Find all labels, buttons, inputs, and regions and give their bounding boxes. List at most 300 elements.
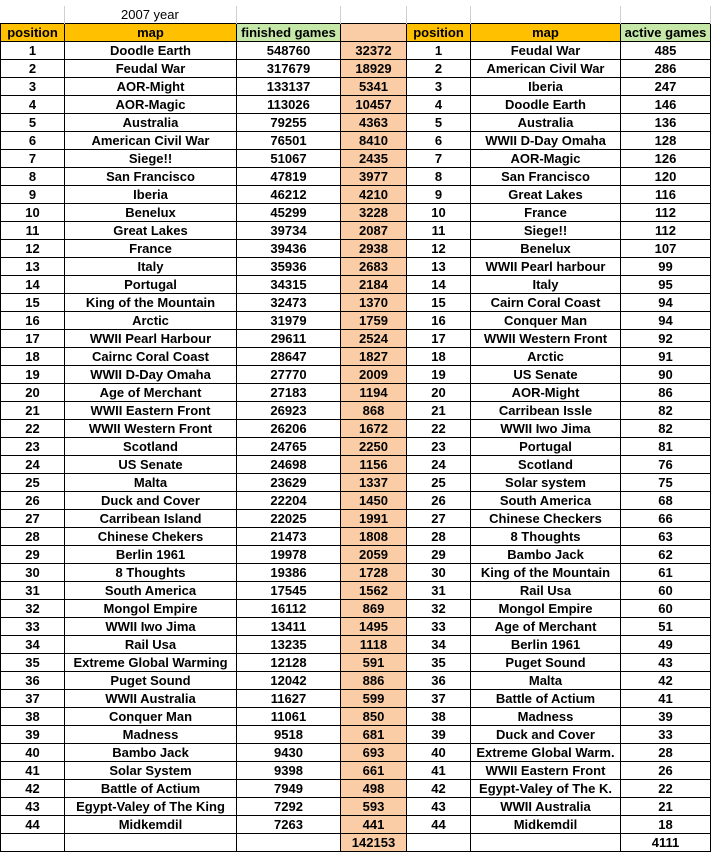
- finished-games-cell: 29611: [237, 330, 341, 348]
- position-cell: 27: [1, 510, 65, 528]
- map-name-cell-right: Duck and Cover: [471, 726, 621, 744]
- header-finished-games: finished games: [237, 24, 341, 42]
- position-cell-right: 1: [407, 42, 471, 60]
- active-games-cell: 49: [621, 636, 711, 654]
- active-games-cell: 286: [621, 60, 711, 78]
- table-row: [1, 600, 711, 618]
- position-cell: 42: [1, 780, 65, 798]
- position-cell-right: 6: [407, 132, 471, 150]
- map-name-cell: Midkemdil: [65, 816, 237, 834]
- finished-games-cell: 7949: [237, 780, 341, 798]
- active-games-cell: 82: [621, 420, 711, 438]
- position-cell-right: 14: [407, 276, 471, 294]
- position-cell: 1: [1, 42, 65, 60]
- empty-cell: [237, 6, 341, 24]
- finished-games-cell: 26206: [237, 420, 341, 438]
- active-games-cell: 26: [621, 762, 711, 780]
- empty-cell: [621, 6, 711, 24]
- position-cell: 25: [1, 474, 65, 492]
- map-name-cell-right: Arctic: [471, 348, 621, 366]
- finished-games-cell: 28647: [237, 348, 341, 366]
- table-row: [1, 780, 711, 798]
- active-games-cell: 95: [621, 276, 711, 294]
- table-row: [1, 78, 711, 96]
- table-row: [1, 366, 711, 384]
- position-cell-right: 4: [407, 96, 471, 114]
- map-name-cell: King of the Mountain: [65, 294, 237, 312]
- table-row: [1, 474, 711, 492]
- header-position-right: position: [407, 24, 471, 42]
- position-cell-right: 38: [407, 708, 471, 726]
- count-cell: 2184: [341, 276, 407, 294]
- finished-games-cell: 24698: [237, 456, 341, 474]
- table-row: [1, 816, 711, 834]
- map-name-cell-right: WWII Eastern Front: [471, 762, 621, 780]
- position-cell: 7: [1, 150, 65, 168]
- active-games-cell: 60: [621, 582, 711, 600]
- position-cell: 31: [1, 582, 65, 600]
- position-cell-right: 7: [407, 150, 471, 168]
- active-games-cell: 99: [621, 258, 711, 276]
- table-row: [1, 240, 711, 258]
- position-cell-right: 30: [407, 564, 471, 582]
- finished-games-cell: 17545: [237, 582, 341, 600]
- table-row: [1, 312, 711, 330]
- finished-games-cell: 9518: [237, 726, 341, 744]
- count-cell: 693: [341, 744, 407, 762]
- header-map: map: [65, 24, 237, 42]
- position-cell-right: 8: [407, 168, 471, 186]
- table-row: [1, 222, 711, 240]
- map-name-cell: US Senate: [65, 456, 237, 474]
- table-row: [1, 348, 711, 366]
- table-row: [1, 690, 711, 708]
- table-row: [1, 258, 711, 276]
- table-row: [1, 132, 711, 150]
- table-row: [1, 420, 711, 438]
- active-games-cell: 28: [621, 744, 711, 762]
- empty-cell: [65, 834, 237, 852]
- map-name-cell: Italy: [65, 258, 237, 276]
- map-name-cell-right: King of the Mountain: [471, 564, 621, 582]
- position-cell: 37: [1, 690, 65, 708]
- position-cell-right: 35: [407, 654, 471, 672]
- count-cell: 1991: [341, 510, 407, 528]
- active-games-cell: 21: [621, 798, 711, 816]
- count-cell: 886: [341, 672, 407, 690]
- map-name-cell-right: Italy: [471, 276, 621, 294]
- count-cell: 681: [341, 726, 407, 744]
- map-name-cell: Extreme Global Warming: [65, 654, 237, 672]
- map-name-cell-right: Conquer Man: [471, 312, 621, 330]
- table-row: [1, 42, 711, 60]
- position-cell: 9: [1, 186, 65, 204]
- active-games-cell: 62: [621, 546, 711, 564]
- map-name-cell-right: Cairn Coral Coast: [471, 294, 621, 312]
- count-cell: 1156: [341, 456, 407, 474]
- map-name-cell-right: AOR-Magic: [471, 150, 621, 168]
- active-games-cell: 112: [621, 204, 711, 222]
- active-games-cell: 81: [621, 438, 711, 456]
- finished-games-cell: 31979: [237, 312, 341, 330]
- map-name-cell-right: Extreme Global Warm.: [471, 744, 621, 762]
- position-cell: 44: [1, 816, 65, 834]
- position-cell-right: 31: [407, 582, 471, 600]
- position-cell: 43: [1, 798, 65, 816]
- active-games-cell: 68: [621, 492, 711, 510]
- map-name-cell-right: Portugal: [471, 438, 621, 456]
- header-map-right: map: [471, 24, 621, 42]
- empty-cell: [407, 834, 471, 852]
- map-name-cell: WWII Western Front: [65, 420, 237, 438]
- map-name-cell: Siege!!: [65, 150, 237, 168]
- position-cell: 16: [1, 312, 65, 330]
- active-games-cell: 18: [621, 816, 711, 834]
- position-cell: 8: [1, 168, 65, 186]
- finished-games-cell: 51067: [237, 150, 341, 168]
- finished-games-cell: 26923: [237, 402, 341, 420]
- finished-games-cell: 9430: [237, 744, 341, 762]
- table-row: [1, 582, 711, 600]
- count-cell: 2938: [341, 240, 407, 258]
- active-games-cell: 82: [621, 402, 711, 420]
- empty-cell: [341, 6, 407, 24]
- map-name-cell-right: Madness: [471, 708, 621, 726]
- empty-cell: [407, 6, 471, 24]
- finished-games-cell: 7292: [237, 798, 341, 816]
- map-name-cell: France: [65, 240, 237, 258]
- map-name-cell-right: Feudal War: [471, 42, 621, 60]
- position-cell-right: 43: [407, 798, 471, 816]
- table-row: [1, 798, 711, 816]
- position-cell: 35: [1, 654, 65, 672]
- map-name-cell: Feudal War: [65, 60, 237, 78]
- map-name-cell-right: Mongol Empire: [471, 600, 621, 618]
- map-name-cell-right: Great Lakes: [471, 186, 621, 204]
- finished-games-cell: 19386: [237, 564, 341, 582]
- position-cell: 10: [1, 204, 65, 222]
- map-name-cell: Iberia: [65, 186, 237, 204]
- finished-games-cell: 13235: [237, 636, 341, 654]
- position-cell: 23: [1, 438, 65, 456]
- position-cell-right: 34: [407, 636, 471, 654]
- position-cell-right: 16: [407, 312, 471, 330]
- position-cell-right: 2: [407, 60, 471, 78]
- position-cell: 30: [1, 564, 65, 582]
- map-name-cell-right: Age of Merchant: [471, 618, 621, 636]
- map-name-cell-right: WWII Australia: [471, 798, 621, 816]
- position-cell: 5: [1, 114, 65, 132]
- map-name-cell: Malta: [65, 474, 237, 492]
- count-total-cell: 142153: [341, 834, 407, 852]
- table-row: [1, 654, 711, 672]
- position-cell: 32: [1, 600, 65, 618]
- map-name-cell-right: WWII Pearl harbour: [471, 258, 621, 276]
- map-name-cell: WWII Iwo Jima: [65, 618, 237, 636]
- position-cell: 19: [1, 366, 65, 384]
- count-cell: 1337: [341, 474, 407, 492]
- active-games-cell: 485: [621, 42, 711, 60]
- count-cell: 1759: [341, 312, 407, 330]
- count-cell: 661: [341, 762, 407, 780]
- map-name-cell-right: Siege!!: [471, 222, 621, 240]
- map-name-cell: Mongol Empire: [65, 600, 237, 618]
- map-name-cell-right: Carribean Issle: [471, 402, 621, 420]
- active-games-cell: 86: [621, 384, 711, 402]
- position-cell-right: 23: [407, 438, 471, 456]
- active-games-cell: 39: [621, 708, 711, 726]
- position-cell-right: 33: [407, 618, 471, 636]
- active-games-cell: 126: [621, 150, 711, 168]
- active-games-cell: 94: [621, 294, 711, 312]
- position-cell: 13: [1, 258, 65, 276]
- map-name-cell: Scotland: [65, 438, 237, 456]
- count-cell: 2087: [341, 222, 407, 240]
- position-cell: 24: [1, 456, 65, 474]
- position-cell-right: 27: [407, 510, 471, 528]
- position-cell-right: 42: [407, 780, 471, 798]
- table-row: [1, 672, 711, 690]
- table-row: [1, 744, 711, 762]
- count-cell: 3977: [341, 168, 407, 186]
- position-cell: 28: [1, 528, 65, 546]
- position-cell-right: 24: [407, 456, 471, 474]
- position-cell: 20: [1, 384, 65, 402]
- finished-games-cell: 39436: [237, 240, 341, 258]
- map-name-cell: WWII D-Day Omaha: [65, 366, 237, 384]
- active-games-cell: 61: [621, 564, 711, 582]
- map-name-cell-right: WWII Western Front: [471, 330, 621, 348]
- position-cell: 26: [1, 492, 65, 510]
- finished-games-cell: 133137: [237, 78, 341, 96]
- count-cell: 591: [341, 654, 407, 672]
- map-name-cell: Carribean Island: [65, 510, 237, 528]
- map-name-cell: Great Lakes: [65, 222, 237, 240]
- map-name-cell-right: AOR-Might: [471, 384, 621, 402]
- position-cell-right: 10: [407, 204, 471, 222]
- empty-cell: [471, 834, 621, 852]
- table-row: [1, 492, 711, 510]
- count-cell: 498: [341, 780, 407, 798]
- position-cell-right: 25: [407, 474, 471, 492]
- map-name-cell: Chinese Chekers: [65, 528, 237, 546]
- active-games-cell: 120: [621, 168, 711, 186]
- table-row: [1, 384, 711, 402]
- map-name-cell-right: Rail Usa: [471, 582, 621, 600]
- finished-games-cell: 16112: [237, 600, 341, 618]
- count-cell: 2435: [341, 150, 407, 168]
- position-cell: 21: [1, 402, 65, 420]
- count-cell: 5341: [341, 78, 407, 96]
- count-cell: 8410: [341, 132, 407, 150]
- position-cell-right: 37: [407, 690, 471, 708]
- map-name-cell-right: Egypt-Valey of The K.: [471, 780, 621, 798]
- table-row: [1, 510, 711, 528]
- map-name-cell: Arctic: [65, 312, 237, 330]
- finished-games-cell: 39734: [237, 222, 341, 240]
- map-name-cell-right: Battle of Actium: [471, 690, 621, 708]
- table-row: [1, 186, 711, 204]
- count-cell: 599: [341, 690, 407, 708]
- active-games-cell: 60: [621, 600, 711, 618]
- table-row: [1, 204, 711, 222]
- finished-games-cell: 21473: [237, 528, 341, 546]
- totals-row: [1, 834, 711, 852]
- finished-games-cell: 19978: [237, 546, 341, 564]
- table-row: [1, 294, 711, 312]
- position-cell: 15: [1, 294, 65, 312]
- count-cell: 1808: [341, 528, 407, 546]
- position-cell: 6: [1, 132, 65, 150]
- position-cell: 18: [1, 348, 65, 366]
- finished-games-cell: 47819: [237, 168, 341, 186]
- map-name-cell: South America: [65, 582, 237, 600]
- empty-cell: [237, 834, 341, 852]
- finished-games-cell: 13411: [237, 618, 341, 636]
- finished-games-cell: 24765: [237, 438, 341, 456]
- map-name-cell: Madness: [65, 726, 237, 744]
- active-games-cell: 112: [621, 222, 711, 240]
- map-name-cell-right: 8 Thoughts: [471, 528, 621, 546]
- map-name-cell: Battle of Actium: [65, 780, 237, 798]
- active-games-cell: 76: [621, 456, 711, 474]
- position-cell-right: 13: [407, 258, 471, 276]
- map-name-cell-right: San Francisco: [471, 168, 621, 186]
- position-cell-right: 11: [407, 222, 471, 240]
- active-games-cell: 66: [621, 510, 711, 528]
- position-cell-right: 39: [407, 726, 471, 744]
- table-row: [1, 762, 711, 780]
- count-cell: 441: [341, 816, 407, 834]
- position-cell: 36: [1, 672, 65, 690]
- empty-cell: [471, 6, 621, 24]
- map-name-cell-right: Scotland: [471, 456, 621, 474]
- active-games-cell: 247: [621, 78, 711, 96]
- table-row: [1, 402, 711, 420]
- count-cell: 10457: [341, 96, 407, 114]
- position-cell-right: 40: [407, 744, 471, 762]
- header-row: [1, 24, 711, 42]
- finished-games-cell: 317679: [237, 60, 341, 78]
- count-cell: 1194: [341, 384, 407, 402]
- active-games-cell: 75: [621, 474, 711, 492]
- finished-games-cell: 113026: [237, 96, 341, 114]
- active-total-cell: 4111: [621, 834, 711, 852]
- position-cell: 41: [1, 762, 65, 780]
- year-title: 2007 year: [65, 6, 237, 24]
- table-row: [1, 168, 711, 186]
- table-row: [1, 546, 711, 564]
- position-cell: 11: [1, 222, 65, 240]
- table-row: [1, 528, 711, 546]
- header-active-games: active games: [621, 24, 711, 42]
- empty-cell: [1, 834, 65, 852]
- count-cell: 593: [341, 798, 407, 816]
- count-cell: 4210: [341, 186, 407, 204]
- count-cell: 2524: [341, 330, 407, 348]
- finished-games-cell: 27770: [237, 366, 341, 384]
- map-name-cell-right: American Civil War: [471, 60, 621, 78]
- map-name-cell: WWII Australia: [65, 690, 237, 708]
- position-cell: 29: [1, 546, 65, 564]
- table-row: [1, 438, 711, 456]
- count-cell: 2009: [341, 366, 407, 384]
- empty-cell: [1, 6, 65, 24]
- active-games-cell: 42: [621, 672, 711, 690]
- map-name-cell: Bambo Jack: [65, 744, 237, 762]
- position-cell-right: 12: [407, 240, 471, 258]
- active-games-cell: 90: [621, 366, 711, 384]
- active-games-cell: 22: [621, 780, 711, 798]
- title-row: [1, 6, 711, 24]
- finished-games-cell: 45299: [237, 204, 341, 222]
- map-name-cell: Berlin 1961: [65, 546, 237, 564]
- map-name-cell: Portugal: [65, 276, 237, 294]
- finished-games-cell: 11627: [237, 690, 341, 708]
- table-row: [1, 114, 711, 132]
- position-cell-right: 18: [407, 348, 471, 366]
- map-name-cell-right: Iberia: [471, 78, 621, 96]
- position-cell-right: 20: [407, 384, 471, 402]
- count-cell: 2059: [341, 546, 407, 564]
- map-name-cell-right: US Senate: [471, 366, 621, 384]
- position-cell-right: 3: [407, 78, 471, 96]
- map-name-cell-right: Chinese Checkers: [471, 510, 621, 528]
- position-cell-right: 28: [407, 528, 471, 546]
- table-row: [1, 708, 711, 726]
- finished-games-cell: 34315: [237, 276, 341, 294]
- map-name-cell-right: Solar system: [471, 474, 621, 492]
- finished-games-cell: 12042: [237, 672, 341, 690]
- active-games-cell: 136: [621, 114, 711, 132]
- map-name-cell-right: France: [471, 204, 621, 222]
- finished-games-cell: 23629: [237, 474, 341, 492]
- finished-games-cell: 548760: [237, 42, 341, 60]
- map-name-cell-right: Malta: [471, 672, 621, 690]
- position-cell-right: 22: [407, 420, 471, 438]
- table-row: [1, 330, 711, 348]
- active-games-cell: 94: [621, 312, 711, 330]
- map-name-cell: San Francisco: [65, 168, 237, 186]
- position-cell: 17: [1, 330, 65, 348]
- map-name-cell-right: Bambo Jack: [471, 546, 621, 564]
- map-name-cell: Cairnc Coral Coast: [65, 348, 237, 366]
- position-cell: 4: [1, 96, 65, 114]
- map-name-cell: AOR-Magic: [65, 96, 237, 114]
- active-games-cell: 92: [621, 330, 711, 348]
- count-cell: 1370: [341, 294, 407, 312]
- position-cell-right: 26: [407, 492, 471, 510]
- active-games-cell: 33: [621, 726, 711, 744]
- active-games-cell: 51: [621, 618, 711, 636]
- count-cell: 1450: [341, 492, 407, 510]
- map-name-cell: WWII Pearl Harbour: [65, 330, 237, 348]
- table-row: [1, 456, 711, 474]
- map-name-cell: Egypt-Valey of The King: [65, 798, 237, 816]
- count-cell: 1495: [341, 618, 407, 636]
- active-games-cell: 146: [621, 96, 711, 114]
- position-cell: 2: [1, 60, 65, 78]
- position-cell-right: 21: [407, 402, 471, 420]
- map-name-cell-right: Berlin 1961: [471, 636, 621, 654]
- count-cell: 1118: [341, 636, 407, 654]
- active-games-cell: 41: [621, 690, 711, 708]
- active-games-cell: 63: [621, 528, 711, 546]
- count-cell: 1672: [341, 420, 407, 438]
- active-games-cell: 128: [621, 132, 711, 150]
- table-row: [1, 564, 711, 582]
- position-cell: 33: [1, 618, 65, 636]
